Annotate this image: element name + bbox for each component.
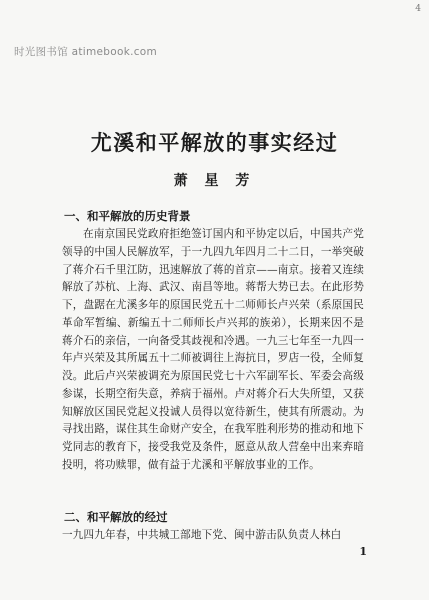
page-number: 1 bbox=[359, 545, 367, 558]
page-title: 尤溪和平解放的事实经过 bbox=[90, 130, 339, 155]
section-heading-1: 一、和平解放的历史背景 bbox=[64, 209, 191, 223]
author-name: 萧 星 芳 bbox=[173, 173, 256, 189]
section-paragraph-2: 一九四九年春，中共城工部地下党、闽中游击队负责人林白 bbox=[62, 529, 342, 541]
corner-mark: 4 bbox=[415, 4, 421, 14]
section-paragraph-1: 在南京国民党政府拒绝签订国内和平协定以后，中国共产党领导的中国人民解放军，于一九四九年四月二十二日，一举突破了蒋介石千里江防，迅速解放了蒋的首京——南京。接着又连续解放了苏杭、上海、武汉、南昌等地。蒋帮大势已去。在此形势下，盘踞在尤溪多年的原国民党五十二师师长卢兴荣（系原国民革命军暂编、新编五十二师师长卢兴邦的族弟），长期来因不是蒋介石的亲信，一向备受其歧视和冷遇。一九三七年至一九四一年卢兴荣及其所属五十二师被调往上海抗日，罗店一役，全师复没。此后卢兴荣被调充为原国民党七十六军副军长、军委会高级参谋，长期空衔失意，养病于福州。卢对蒋介石大失所望，又获知解放区国民党起义投诚人员得以宽待新生，使其有所震动。为寻找出路，谋住其生命财产安全，在我军胜利形势的推动和地下党同志的教育下，接受我党及条件，愿意从敌人营垒中出来弃暗投明，将功赎罪，做有益于尤溪和平解放事业的工作。 bbox=[62, 228, 364, 471]
section-heading-2: 二、和平解放的经过 bbox=[64, 510, 168, 524]
watermark-text: 时光图书馆 atimebook.com bbox=[14, 46, 158, 58]
